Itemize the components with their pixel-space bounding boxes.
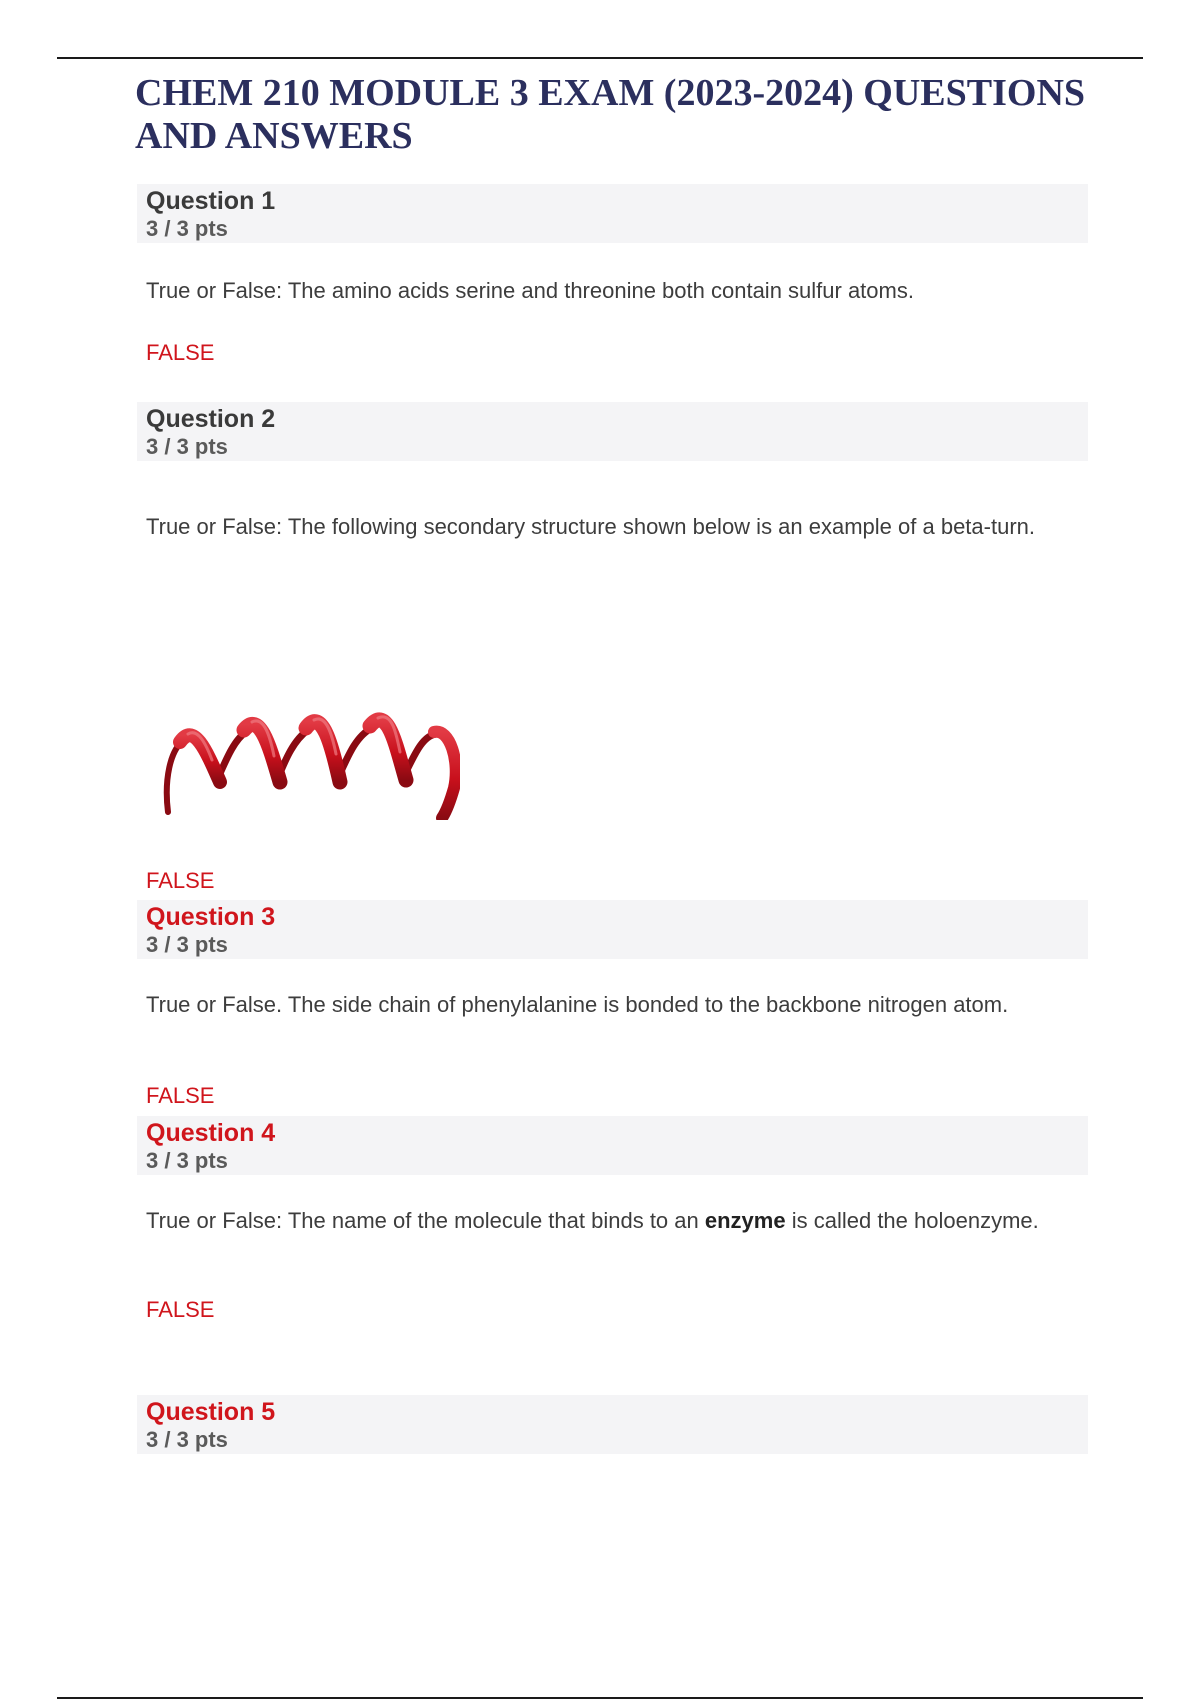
question-5-points: 3 / 3 pts <box>146 1427 228 1452</box>
question-5-title: Question 5 <box>146 1398 276 1426</box>
bottom-rule <box>57 1697 1143 1699</box>
question-3-answer: FALSE <box>146 1083 215 1108</box>
question-4-text <box>146 1207 1076 1235</box>
question-1-text: True or False: The amino acids serine and threonine both contain sulfur atoms. <box>146 278 914 303</box>
question-4-text-end: is called the holoenzyme. <box>791 1208 1039 1233</box>
question-4-text-bold: enzyme <box>704 1208 786 1233</box>
top-rule <box>57 57 1143 59</box>
document-title: CHEM 210 MODULE 3 EXAM (2023-2024) QUESTIONS AND ANSWERS <box>135 72 1086 157</box>
question-3-title: Question 3 <box>146 903 276 931</box>
question-3-points: 3 / 3 pts <box>146 932 228 957</box>
question-4-title: Question 4 <box>146 1119 276 1147</box>
question-2-header <box>137 402 1088 461</box>
question-4-answer: FALSE <box>146 1297 215 1322</box>
question-1-answer: FALSE <box>146 340 215 365</box>
question-4-header <box>137 1116 1088 1175</box>
alpha-helix-image <box>160 700 460 820</box>
question-2-answer: FALSE <box>146 868 215 893</box>
question-2-title: Question 2 <box>146 405 276 433</box>
question-3-header <box>137 900 1088 959</box>
question-5-header <box>137 1395 1088 1454</box>
question-1-title: Question 1 <box>146 187 276 215</box>
question-1-header <box>137 184 1088 243</box>
question-1-points: 3 / 3 pts <box>146 216 228 241</box>
question-3-text: True or False. The side chain of phenylalanine is bonded to the backbone nitrogen atom. <box>146 992 1009 1017</box>
question-2-text: True or False: The following secondary structure shown below is an example of a beta-turn. <box>146 514 1036 539</box>
question-4-points: 3 / 3 pts <box>146 1148 228 1173</box>
question-2-points: 3 / 3 pts <box>146 434 228 459</box>
question-4-text-start: True or False: The name of the molecule that binds to an <box>146 1208 699 1233</box>
